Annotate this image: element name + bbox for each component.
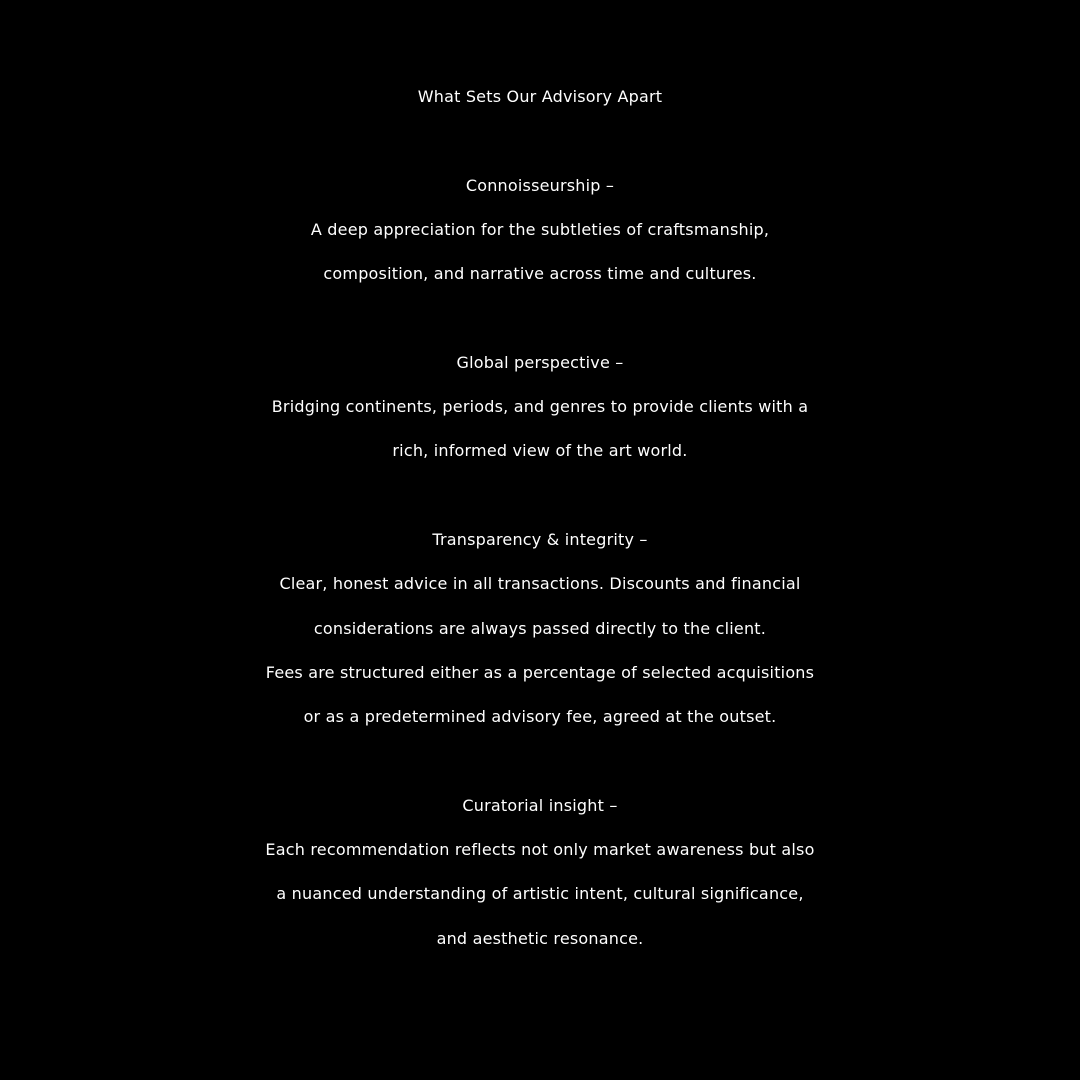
section-body-line: or as a predetermined advisory fee, agreed at the outset. [303,707,777,727]
section-title-transparency: Transparency & integrity – [432,529,648,549]
section-body-line: Bridging continents, periods, and genres to provide clients with a [271,397,809,417]
section-body-line: Clear, honest advice in all transactions. Discounts and financial [279,574,801,594]
section-body-line: a nuanced understanding of artistic intent, cultural significance, [276,884,804,904]
section-body-line: A deep appreciation for the subtleties of craftsmanship, [310,219,770,239]
section-title-connoisseurship: Connoisseurship – [465,175,615,195]
section-title-curatorial-insight: Curatorial insight – [462,795,618,815]
advisory-text-block [0,75,1080,961]
page-heading: What Sets Our Advisory Apart [417,87,663,106]
section-body-line: Fees are structured either as a percentage of selected acquisitions [265,662,815,682]
spacer [0,739,1080,783]
spacer [0,474,1080,518]
section-body-line: considerations are always passed directly to the client. [313,618,767,638]
spacer [0,296,1080,340]
section-body-line: rich, informed view of the art world. [392,441,688,461]
section-body-line: and aesthetic resonance. [436,928,644,948]
section-body-line: composition, and narrative across time and cultures. [323,264,757,284]
section-body-line: Each recommendation reflects not only market awareness but also [265,840,815,860]
spacer [0,119,1080,163]
section-title-global-perspective: Global perspective – [456,352,624,372]
